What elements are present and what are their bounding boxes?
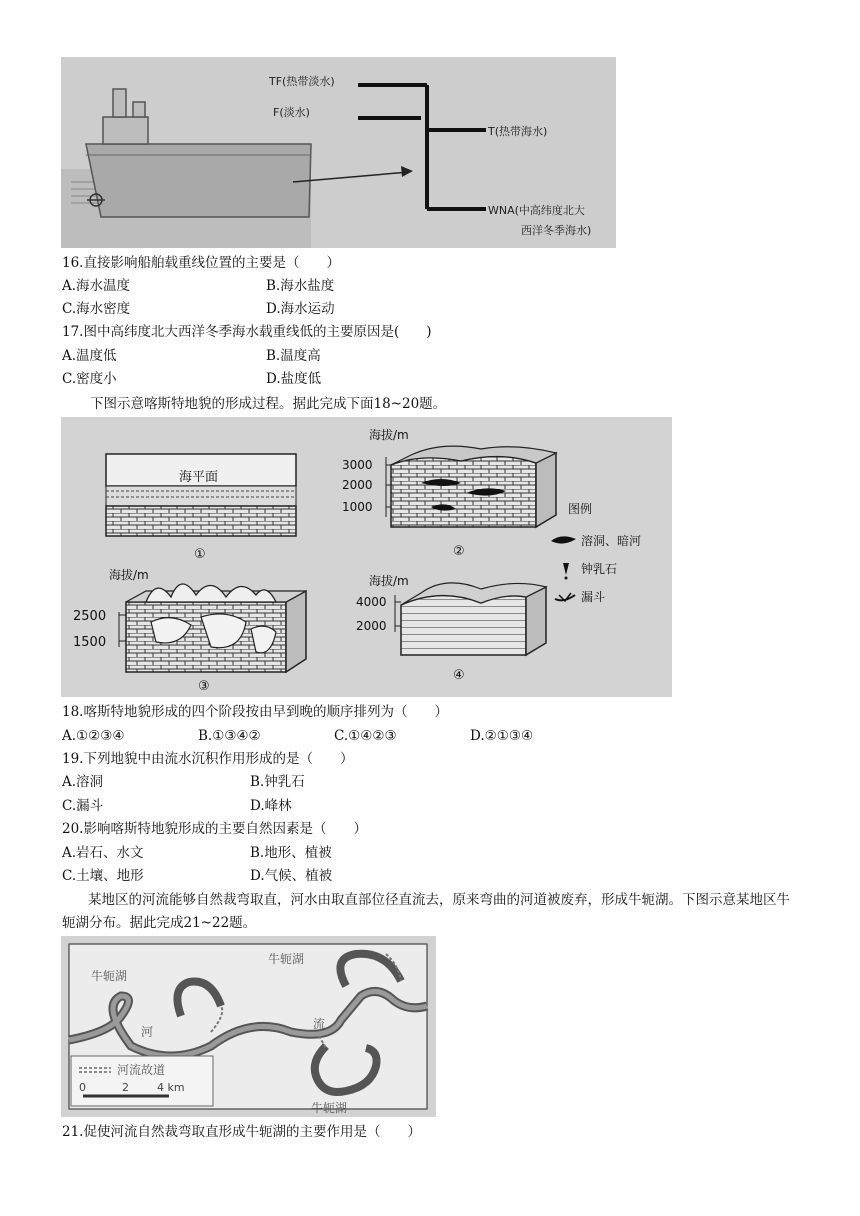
scale-4: 4 km [157,1081,185,1094]
legend-cave: 溶洞、暗河 [581,534,642,548]
panel-1-label: ① [194,547,206,562]
oxbow-lake-label-1: 牛轭湖 [91,969,128,983]
question-16-stem: 16.直接影响船舶载重线位置的主要是（ ） [62,255,340,271]
wna-label-1: WNA(中高纬度北大 [488,204,585,217]
panel-3-label: ③ [198,679,210,694]
q19-option-d: D.峰林 [250,798,292,814]
intro-18-20: 下图示意喀斯特地貌的形成过程。据此完成下面18~20题。 [90,396,447,412]
q18-option-d: D.②①③④ [470,728,534,744]
q18-option-b: B.①③④② [198,728,261,744]
q20-option-c: C.土壤、地形 [62,868,144,884]
altitude-label-2: 海拔/m [369,428,409,442]
tick-4000: 4000 [356,595,387,609]
q19-option-a: A.溶洞 [62,774,104,790]
q16-option-c: C.海水密度 [62,301,131,317]
q17-option-d: D.盐度低 [266,371,322,387]
scale-0: 0 [79,1081,86,1094]
question-19-stem: 19.下列地貌中由流水沉积作用形成的是（ ） [62,751,354,767]
q16-option-a: A.海水温度 [62,278,131,294]
q20-option-b: B.地形、植被 [250,845,332,861]
tick-3000: 3000 [342,458,373,472]
question-17-stem: 17.图中高纬度北大西洋冬季海水载重线低的主要原因是( ) [62,324,432,340]
panel-4-label: ④ [453,668,465,683]
load-line-figure [61,57,616,248]
legend-title: 图例 [568,502,593,516]
q19-option-c: C.漏斗 [62,798,104,814]
tick-2000-b: 2000 [356,619,387,633]
oxbow-figure [61,936,436,1117]
q17-option-a: A.温度低 [62,348,117,364]
panel-2-label: ② [453,544,465,559]
altitude-label-4: 海拔/m [369,574,409,588]
scale-2: 2 [122,1081,129,1094]
tick-1500: 1500 [73,635,107,650]
q16-option-d: D.海水运动 [266,301,335,317]
legend-channel: 河流故道 [117,1063,166,1077]
q17-option-c: C.密度小 [62,371,117,387]
river-label-he: 河 [141,1025,154,1039]
karst-figure [61,417,672,697]
f-label: F(淡水) [273,106,310,119]
altitude-label-3: 海拔/m [109,568,149,582]
q16-option-b: B.海水盐度 [266,278,335,294]
t-label: T(热带海水) [488,125,548,138]
q20-option-d: D.气候、植被 [250,868,333,884]
oxbow-lake-label-2: 牛轭湖 [268,952,305,966]
tick-1000: 1000 [342,500,373,514]
wna-label-2: 西洋冬季海水) [521,224,592,237]
q17-option-b: B.温度高 [266,348,321,364]
question-18-stem: 18.喀斯特地貌形成的四个阶段按由早到晚的顺序排列为（ ） [62,704,448,720]
tick-2000-a: 2000 [342,478,373,492]
tf-label: TF(热带淡水) [269,75,335,88]
tick-2500: 2500 [73,609,107,624]
q18-option-c: C.①④②③ [334,728,397,744]
legend-funnel: 漏斗 [581,590,606,604]
river-label-liu: 流 [313,1017,326,1031]
question-21-stem: 21.促使河流自然裁弯取直形成牛轭湖的主要作用是（ ） [62,1124,421,1140]
oxbow-lake-label-3: 牛轭湖 [311,1101,348,1115]
q19-option-b: B.钟乳石 [250,774,305,790]
q18-option-a: A.①②③④ [62,728,125,744]
sea-level-label: 海平面 [179,470,219,485]
q20-option-a: A.岩石、水文 [62,845,144,861]
intro-21-22: 某地区的河流能够自然裁弯取直，河水由取直部位径直流去，原来弯曲的河道被废弃，形成牛轭湖。下图示意某地区牛轭湖分布。据此完成21~22题。 [62,892,790,931]
legend-stalactite: 钟乳石 [581,562,618,576]
question-20-stem: 20.影响喀斯特地貌形成的主要自然因素是（ ） [62,821,367,837]
